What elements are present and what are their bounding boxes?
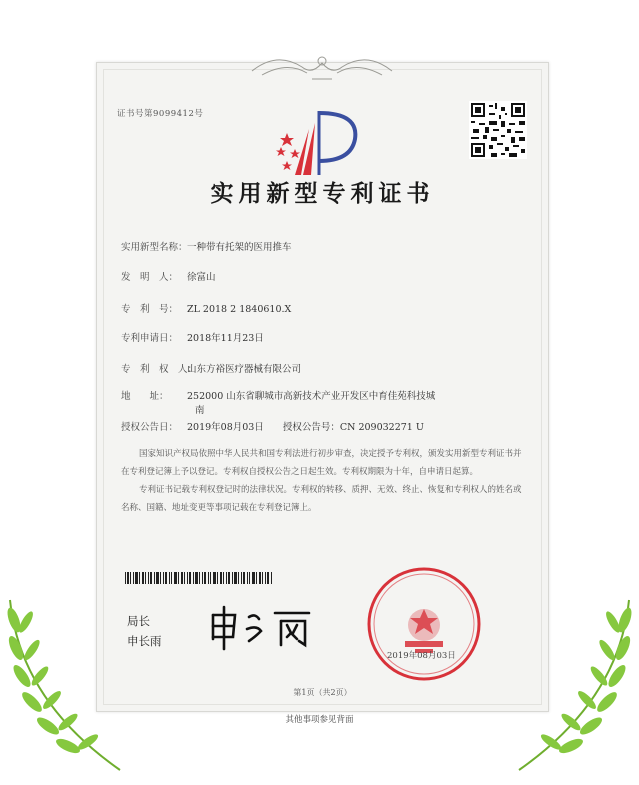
field-label: 专利申请日： (121, 333, 179, 344)
certificate-title: 实用新型专利证书 (210, 180, 435, 207)
cnipa-logo (275, 103, 365, 183)
barcode (125, 572, 273, 584)
patent-certificate (96, 62, 549, 712)
body-paragraph: 专利证书记载专利权登记时的法律状况。专利权的转移、质押、无效、终止、恢复和专利权人的姓名或名称、国籍、地址变更等事项记载在专利登记簿上。 (121, 485, 522, 513)
field-value: 山东方裕医疗器械有限公司 (187, 364, 302, 375)
page-number: 第1页（共2页） (293, 688, 352, 697)
bottom-note: 其他事项参见背面 (285, 715, 354, 725)
body-paragraph: 国家知识产权局依照中华人民共和国专利法进行初步审查，决定授予专利权，颁发实用新型专利证书并在专利登记簿上予以登记。专利权自授权公告之日起生效。专利权期限为十年，自申请日起算。 (121, 449, 522, 477)
director-signature (205, 603, 323, 651)
field-label: 地 址： (121, 391, 169, 402)
seal-date: 2019年08月03日 (387, 651, 456, 661)
certificate-number: 证书号第9099412号 (117, 109, 204, 119)
field-patent-number (121, 301, 291, 315)
field-label: 授权公告日： (121, 422, 179, 433)
field-value: 徐富山 (187, 272, 216, 283)
field-application-date (121, 330, 264, 344)
field-inventor (121, 269, 216, 283)
director-name: 申长雨 (127, 634, 162, 648)
field-grant-date (121, 419, 424, 433)
certificate-body-text (121, 445, 529, 517)
field-value: 一种带有托架的医用推车 (187, 242, 292, 253)
field-label: 专 利 权 人： (121, 364, 198, 375)
field-value: ZL 2018 2 1840610.X (187, 304, 292, 315)
qr-code[interactable] (469, 101, 527, 159)
field-value: 252000 山东省聊城市高新技术产业开发区中育佳苑科技城 (187, 391, 436, 402)
field-address-continued: 南 (195, 405, 205, 416)
field-label: 实用新型名称： (121, 242, 188, 253)
field-utility-model-name (121, 239, 292, 253)
field-patentee (121, 361, 301, 375)
field-address (121, 388, 435, 402)
top-ornament-decoration (247, 49, 397, 83)
director-title: 局长 (127, 614, 150, 628)
director-block (127, 611, 162, 651)
field-value: 2019年08月03日 授权公告号：CN 209032271 U (187, 422, 424, 433)
field-value: 2018年11月23日 (187, 333, 264, 344)
field-label: 专 利 号： (121, 304, 179, 315)
field-label: 发 明 人： (121, 272, 179, 283)
official-seal (365, 565, 483, 683)
